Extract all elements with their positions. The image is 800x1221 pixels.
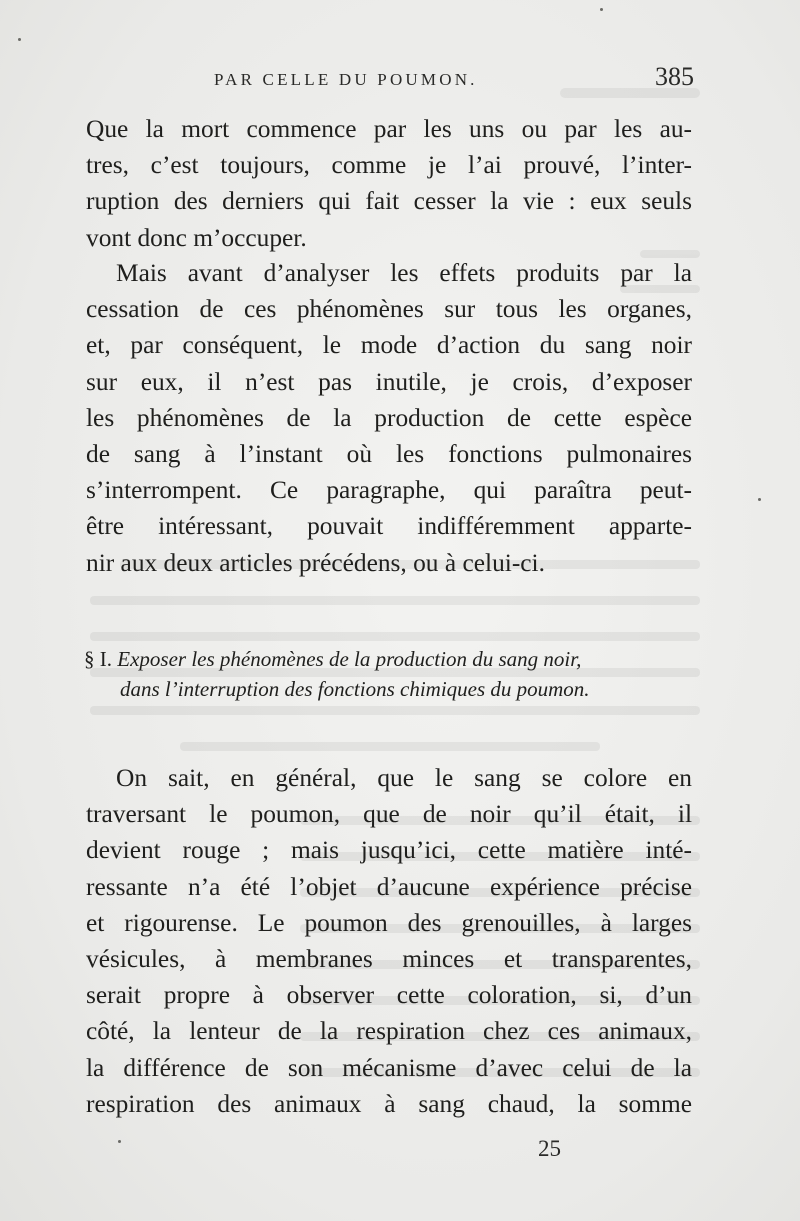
paper-speck — [118, 1140, 121, 1143]
text-line: les phénomènes de la production de cette espèce — [86, 403, 692, 432]
paragraph-1 — [86, 111, 692, 256]
text-line: et rigourense. Le poumon des grenouilles, à larges — [86, 908, 692, 937]
section-title-line-1: Exposer les phénomènes de la production du sang noir, — [117, 647, 582, 671]
text-line: cessation de ces phénomènes sur tous les organes, — [86, 295, 692, 324]
text-line: Mais avant d’analyser les effets produits par la — [116, 259, 692, 287]
paper-speck — [758, 498, 761, 501]
text-line: nir aux deux articles précédens, ou à celui-ci. — [86, 548, 545, 577]
page-header — [84, 62, 694, 102]
text-line: vésicules, à membranes minces et transparentes, — [86, 944, 692, 973]
text-line: et, par conséquent, le mode d’action du sang noir — [86, 331, 692, 360]
text-line: ruption des derniers qui fait cesser la vie : eux seuls — [86, 187, 692, 216]
text-line: tres, c’est toujours, comme je l’ai prouvé, l’inter- — [86, 151, 692, 180]
text-line: être intéressant, pouvait indifféremment apparte- — [86, 512, 692, 541]
text-line: Que la mort commence par les uns ou par les au- — [86, 115, 692, 143]
text-line: On sait, en général, que le sang se colore en — [116, 764, 692, 792]
paragraph-2 — [86, 255, 692, 581]
text-line: côté, la lenteur de la respiration chez ces animaux, — [86, 1017, 692, 1046]
section-mark: § I. — [84, 647, 112, 671]
text-line: vont donc m’occuper. — [86, 223, 307, 252]
paper-speck — [18, 38, 21, 41]
section-title-line-2: dans l’interruption des fonctions chimiques du poumon. — [120, 677, 590, 701]
page-number: 385 — [655, 62, 694, 91]
text-line: s’interrompent. Ce paragraphe, qui paraîtra peut- — [86, 476, 692, 505]
text-line: la différence de son mécanisme d’avec celui de la — [86, 1053, 692, 1082]
text-line: respiration des animaux à sang chaud, la somme — [86, 1089, 692, 1118]
running-head: PAR CELLE DU POUMON. — [214, 70, 478, 89]
text-line: sur eux, il n’est pas inutile, je crois, d’exposer — [86, 367, 692, 396]
text-line: serait propre à observer cette coloration, si, d’un — [86, 981, 692, 1010]
signature-mark: 25 — [538, 1136, 561, 1161]
section-heading — [84, 644, 696, 704]
paper-speck — [600, 8, 603, 11]
text-line: traversant le poumon, que de noir qu’il était, il — [86, 800, 692, 829]
text-line: devient rouge ; mais jusqu’ici, cette matière inté- — [86, 836, 692, 865]
paragraph-3 — [86, 760, 692, 1122]
text-line: de sang à l’instant où les fonctions pulmonaires — [86, 439, 692, 468]
text-line: ressante n’a été l’objet d’aucune expérience précise — [86, 872, 692, 901]
